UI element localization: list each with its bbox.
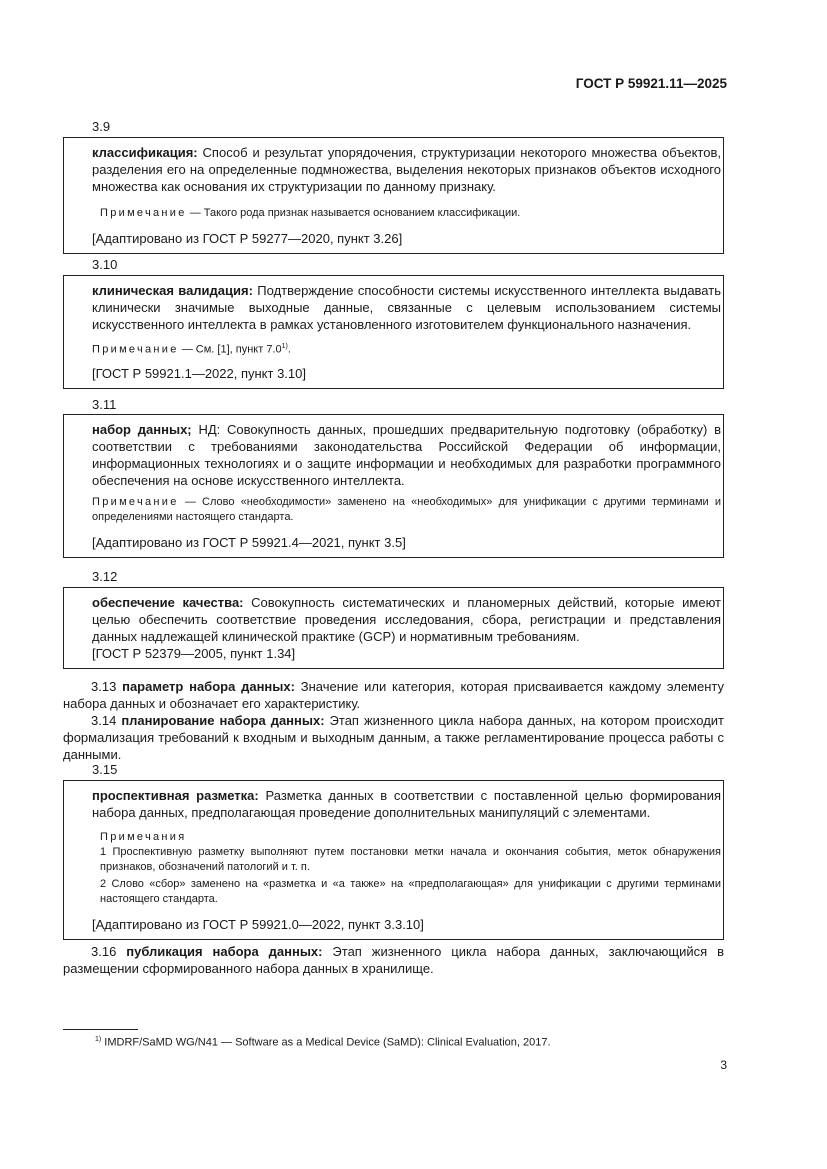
definition-text: Значение или категория, которая присваивается каждому элементу набора данных и обозначает его характеристику.: [63, 679, 725, 711]
footnote-separator: [63, 1029, 138, 1030]
note-text: — Такого рода признак называется основанием классификации.: [189, 207, 521, 219]
abbreviation: НД:: [198, 422, 221, 437]
entry-number: 3.12: [92, 569, 118, 584]
note-1: 1 Проспективную разметку выполняют путем постановки метки начала и окончания события, меток обнаружения признаков, обозначений патологий и т. п.: [100, 846, 721, 873]
definition-text: Подтверждение способности системы искусственного интеллекта выдавать клинически значимые выходные данные, связанные с целевым использованием системы искусственного интеллекта в рамках установленного изготовителем функционального назначения.: [92, 283, 721, 332]
source-reference: [Адаптировано из ГОСТ Р 59921.0—2022, пункт 3.3.10]: [92, 917, 424, 932]
definition-text: Совокупность систематических и планомерных действий, которые имеют целью обеспечить соответствие проведения исследования, сбора, регистрации и представления данных надлежащей клинической практике (GCP) и нормативным требованиям.: [92, 595, 721, 644]
note-2: 2 Слово «сбор» заменено на «разметка и «а также» на «предполагающая» для унификации с другими терминами настоящего стандарта.: [100, 878, 721, 905]
definition-3-13: [63, 678, 724, 712]
definition-text: Этап жизненного цикла набора данных, на котором происходит формализация требований к входным и выходным данным, а также регламентирование процесса работы с данными.: [63, 713, 724, 762]
note-text: — См. [1], пункт 7.0: [181, 343, 282, 356]
term: набор данных;: [92, 422, 192, 437]
term: классификация:: [92, 145, 198, 160]
document-code: ГОСТ Р 59921.11—2025: [575, 76, 727, 91]
definition-box-3-12: [63, 587, 724, 669]
definition-3-16: [63, 943, 724, 977]
note: [92, 206, 721, 221]
term: планирование набора данных:: [121, 713, 325, 728]
definition-box-3-11: [63, 414, 724, 558]
note: [92, 339, 721, 358]
term: публикация набора данных:: [126, 944, 323, 959]
definition-text: Совокупность данных, прошедших предварительную подготовку (обработку) в соответствии с требованиями законодательства Российской Федерации об информации, информационных технологиях и о защите информации и необходимых для разработки программного обеспечения на основе искусственного интеллекта.: [92, 422, 721, 488]
entry-number: 3.15: [92, 762, 118, 777]
definition-text: Разметка данных в соответствии с поставленной целью формирования набора данных, предполагающая проведение дополнительных манипуляций с элементами.: [92, 788, 721, 820]
note-label: Примечание: [100, 207, 187, 219]
footnote-marker: 1): [95, 1036, 102, 1043]
source-reference: [ГОСТ Р 52379—2005, пункт 1.34]: [92, 646, 296, 661]
definition-text: Способ и результат упорядочения, структуризации некоторого множества объектов, разделения его на определенные подмножества, выделения некоторых признаков объектов исходного множества как основания их структуризации по данному признаку.: [92, 145, 721, 194]
term: обеспечение качества:: [92, 595, 244, 610]
note: [92, 495, 721, 525]
notes-label: [92, 830, 721, 845]
entry-number: 3.13: [91, 679, 117, 694]
note-label: Примечание: [92, 343, 179, 356]
source-reference: [ГОСТ Р 59921.1—2022, пункт 3.10]: [92, 365, 306, 381]
definition: [92, 594, 721, 645]
note-text: — Слово «необходимости» заменено на «необходимых» для унификации с другими терминами и определениями настоящего стандарта.: [92, 496, 722, 523]
definition-text: Этап жизненного цикла набора данных, заключающийся в размещении сформированного набора данных в хранилище.: [63, 944, 724, 976]
entry-number: 3.14: [91, 713, 117, 728]
term: клиническая валидация:: [92, 283, 253, 298]
entry-number: 3.10: [92, 257, 118, 272]
page-number: 3: [720, 1058, 727, 1072]
source-reference: [Адаптировано из ГОСТ Р 59277—2020, пункт 3.26]: [92, 231, 403, 246]
source-reference: [Адаптировано из ГОСТ Р 59921.4—2021, пункт 3.5]: [92, 535, 406, 550]
definition: [92, 421, 721, 489]
definition-box-3-9: [63, 137, 724, 254]
definition-box-3-10: [63, 275, 724, 389]
entry-number: 3.9: [92, 119, 111, 134]
footnote-text: IMDRF/SaMD WG/N41 — Software as a Medical Device (SaMD): Clinical Evaluation, 2017.: [104, 1036, 551, 1049]
term: проспективная разметка:: [92, 788, 259, 803]
definition-3-14: [63, 712, 724, 763]
footnote: [95, 1036, 551, 1049]
entry-number: 3.11: [92, 397, 117, 412]
note-label: Примечание: [92, 496, 179, 508]
term: параметр набора данных:: [122, 679, 295, 694]
notes-label-text: Примечания: [100, 831, 187, 843]
entry-number: 3.16: [91, 944, 117, 959]
note-tail: .: [287, 343, 291, 356]
definition: [92, 787, 721, 821]
definition: [92, 144, 721, 195]
footnote-marker: 1): [281, 343, 288, 350]
definition-box-3-15: [63, 780, 724, 940]
definition: [92, 282, 721, 333]
